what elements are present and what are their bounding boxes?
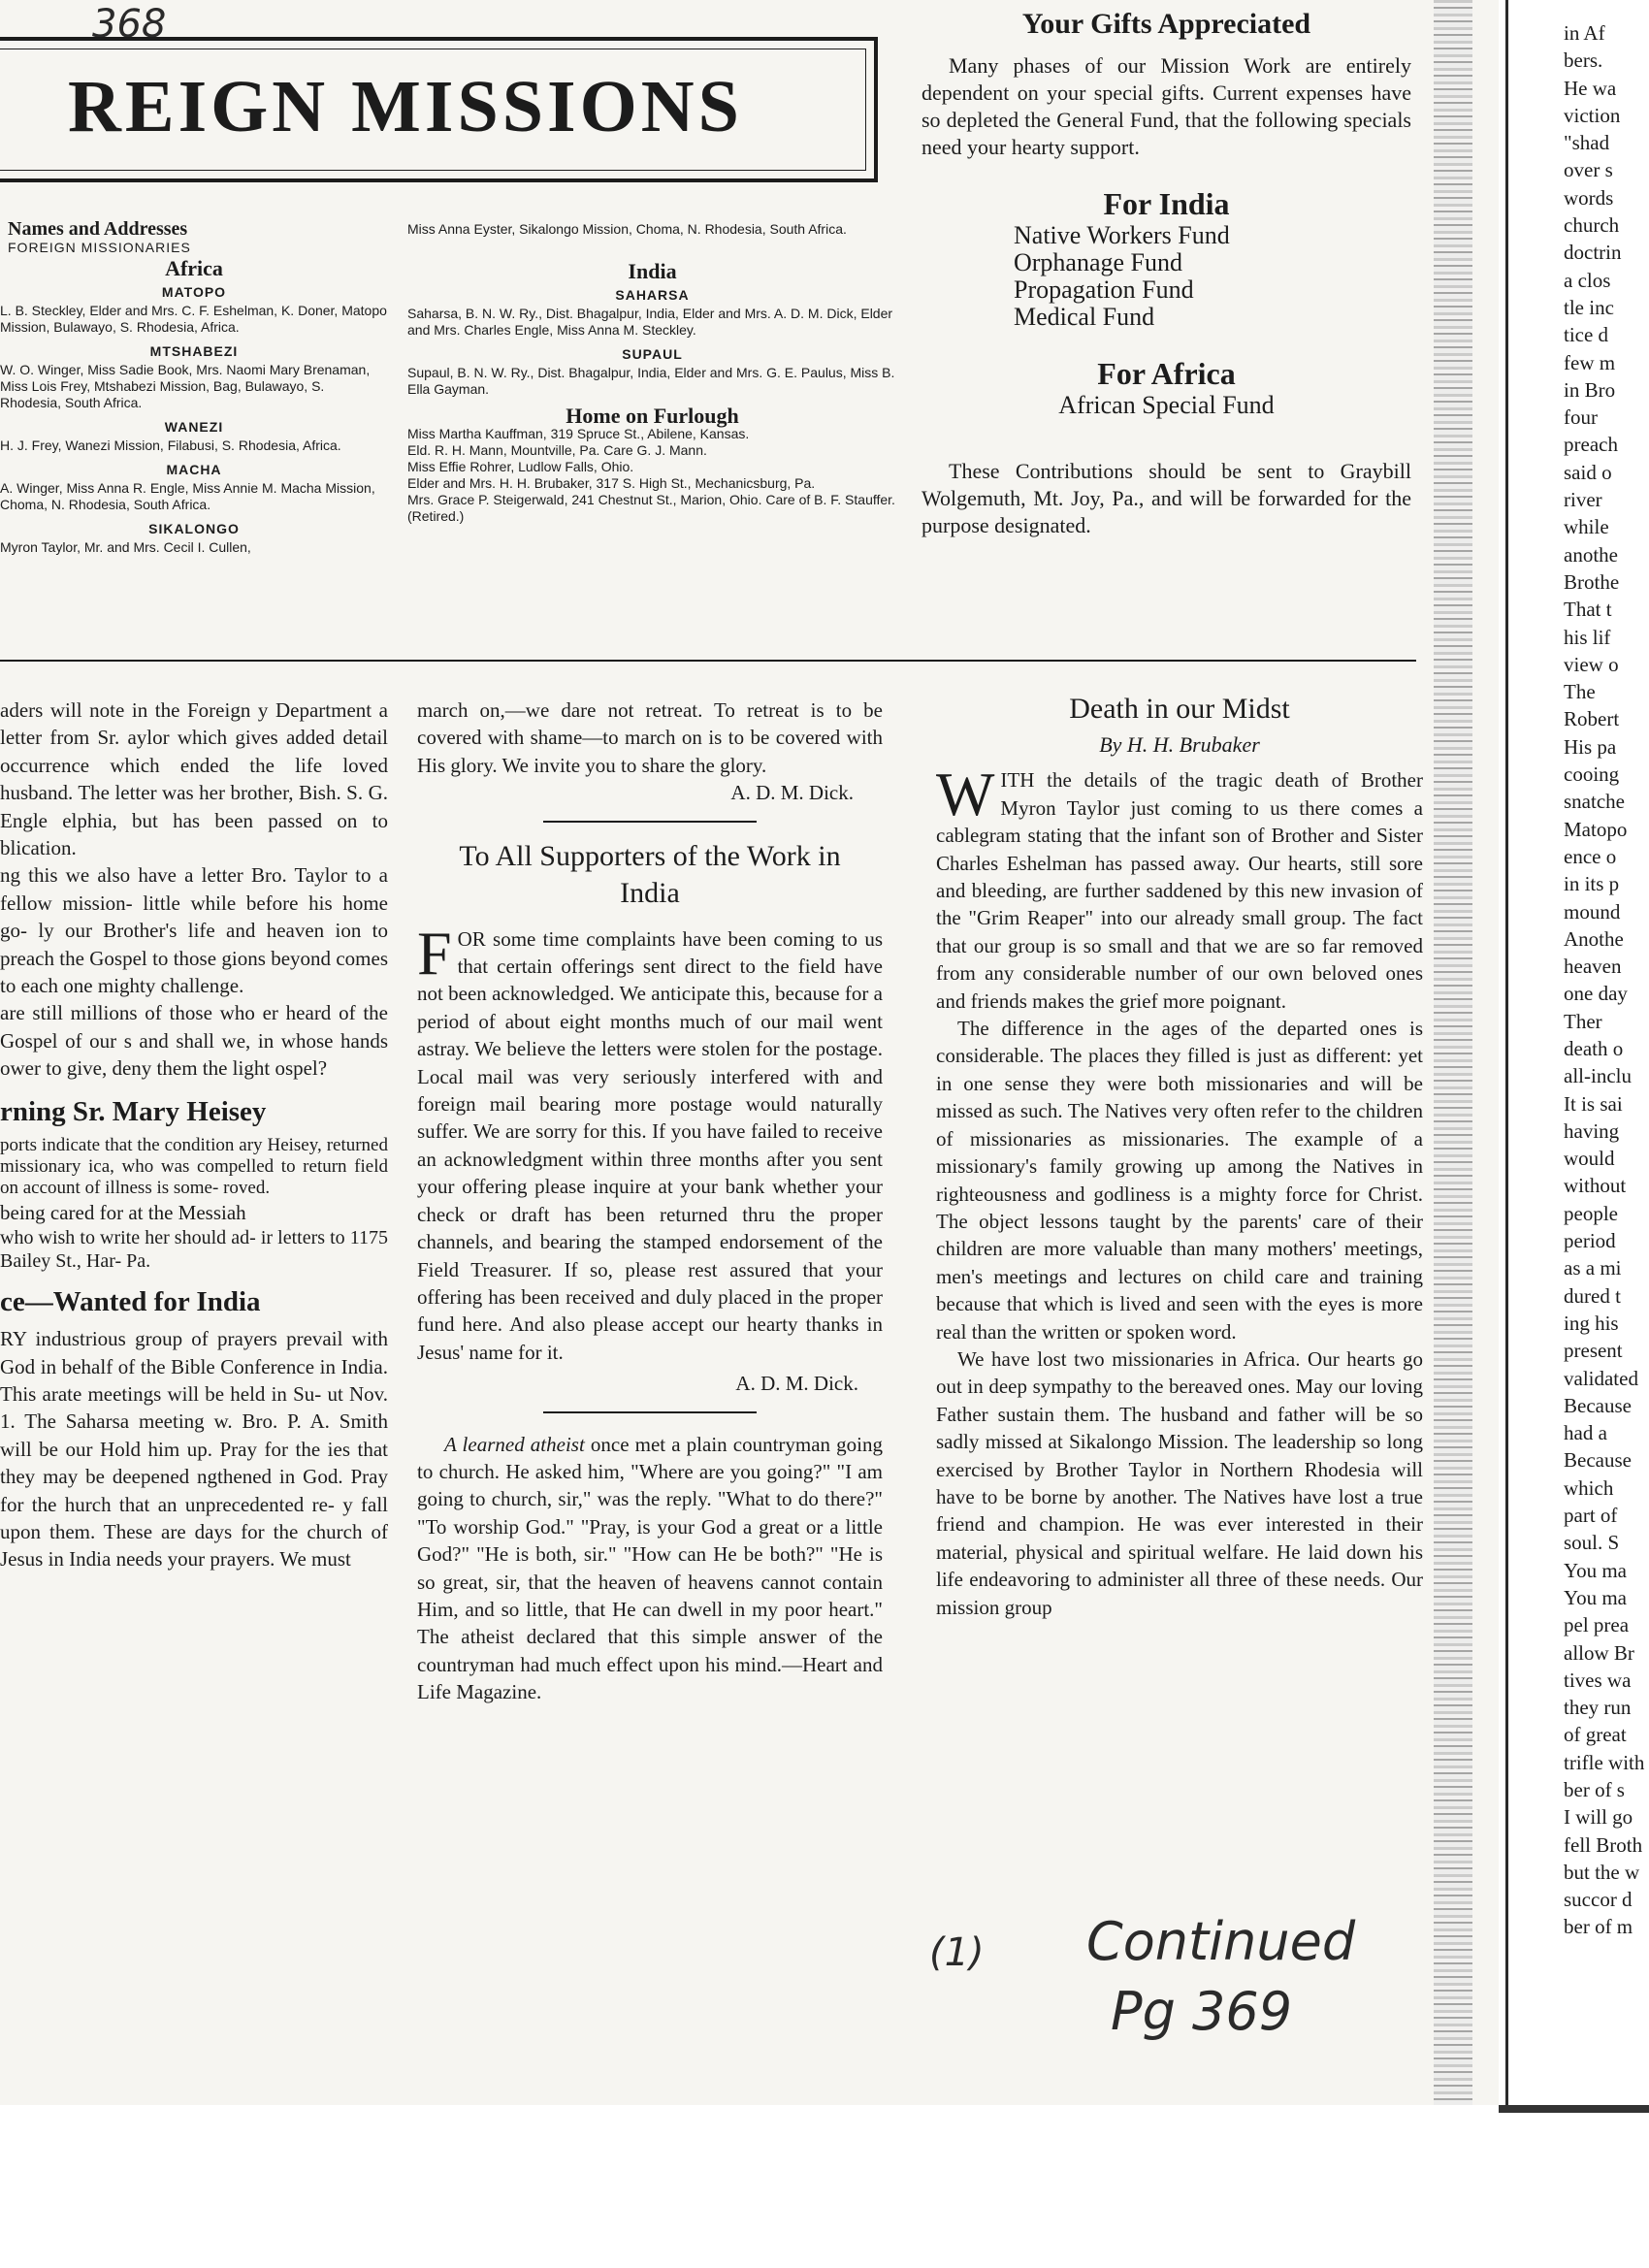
edge-line: snatche [1564,790,1625,814]
edge-line: Because [1564,1393,1632,1417]
edge-line: four [1564,405,1598,430]
gifts-closing: These Contributions should be sent to Graybill Wolgemuth, Mt. Joy, Pa., and will be forwarded for the purpose designated. [922,459,1411,537]
death-text-1: ITH the details of the tragic death of Brother Myron Taylor just coming to us there comes a cablegram stating that the infant son of Brother and Sister Charles Eshelman has passed away. Our hearts, still sore and bleeding, are further saddened by this new invasion of the "Grim Reaper" into our already small group. The fact that our group is so small and that we are so far removed from any considerable number of our own beloved ones and friends makes the grief more poignant. [936,768,1423,1013]
heisey-paragraph: who wish to write her should ad- ir letters to 1175 Bailey St., Har- Pa. [0,1227,388,1273]
fund-item: Propagation Fund [1014,275,1194,304]
edge-line: ber of m [1564,1915,1633,1939]
edge-line: few m [1564,350,1616,374]
station-matopo-text: L. B. Steckley, Elder and Mrs. C. F. Eshelman, K. Doner, Matopo Mission, Bulawayo, S. Rhodesia, Africa. [0,303,387,335]
africa-funds-list [922,392,1411,419]
edge-line: one day [1564,982,1628,1006]
fund-item: Native Workers Fund [1014,221,1230,249]
column-3 [936,691,1423,1621]
edge-line: in Af [1564,21,1605,45]
edge-line: soul. S [1564,1531,1620,1555]
atheist-paragraph [417,1431,883,1706]
edge-line: Matopo [1564,817,1628,841]
edge-line: tle inc [1564,295,1614,319]
heisey-paragraph: ports indicate that the condition ary Heisey, returned missionary ica, who was compelled to return field on account of illness is some- roved. [0,1134,388,1198]
edge-line: said o [1564,460,1612,484]
col1-paragraph: aders will note in the Foreign y Department a letter from Sr. aylor which gives added detail occurrence which ended the life loved husband. The letter was her brother, Bish. S. G. Engle elphia, but has been passed on to blication. [0,698,388,860]
station-saharsa: SAHARSA [615,287,690,303]
furlough-line: Miss Effie Rohrer, Ludlow Falls, Ohio. [407,459,634,474]
station-matopo: MATOPO [161,284,227,300]
furlough-line: Elder and Mrs. H. H. Brubaker, 317 S. High St., Mechanicsburg, Pa. [407,475,816,491]
edge-line: Because [1564,1448,1632,1473]
handwritten-circled-mark: (1) [929,1930,985,1975]
next-page-fragment [1564,19,1649,1941]
sikalongo-continued: Miss Anna Eyster, Sikalongo Mission, Choma, N. Rhodesia, South Africa. [407,221,847,237]
dropcap-f: F [417,918,452,988]
edge-line: but the w [1564,1860,1640,1884]
edge-line: all-inclu [1564,1064,1632,1088]
edge-line: The [1564,680,1596,704]
col1-paragraph: ng this we also have a letter Bro. Taylor to a fellow mission- little while before his home go- ly our Brother's life and heaven ion to preach the Gospel to those gions beyond comes to each one mighty challenge. [0,863,388,998]
station-macha-text: A. Winger, Miss Anna R. Engle, Miss Annie M. Macha Mission, Choma, N. Rhodesia, South Africa. [0,480,375,512]
supporters-heading: To All Supporters of the Work in India [459,839,841,909]
col2-signature: A. D. M. Dick. [730,781,854,805]
column-1 [0,697,388,1958]
edge-line: of great [1564,1723,1627,1747]
station-sikalongo-text: Myron Taylor, Mr. and Mrs. Cecil I. Cullen, [0,539,251,555]
edge-line: over s [1564,158,1613,182]
furlough-line: Miss Martha Kauffman, 319 Spruce St., Abilene, Kansas. [407,426,750,441]
edge-line: people [1564,1201,1618,1225]
edge-line: He wa [1564,76,1617,100]
fund-item: Orphanage Fund [1014,248,1183,276]
station-wanezi: WANEZI [164,419,224,435]
edge-line: His pa [1564,734,1617,759]
region-africa: Africa [165,256,223,280]
edge-line: allow Br [1564,1640,1634,1665]
death-paragraph-2: The difference in the ages of the departed ones is considerable. The places they filled is just as different: yet in one sense they were both missionaries and will be missed as such. The Natives very often refer to the children of missionaries as missionaries. The example of a missionary's family growing up among the Natives in righteousness and godliness is a mighty force for Christ. The object lessons taught by the parents' care of their children are more valuable than many mothers' meetings, men's meetings and lectures on child care and training because that which is lived and seen with the eyes is more real than the written or spoken word. [936,1017,1423,1344]
handwritten-continued-note: Continued [1086,1911,1356,1972]
edge-line: as a mi [1564,1256,1622,1280]
directory-heading: Names and Addresses [8,218,188,240]
edge-line: Ther [1564,1009,1602,1033]
bottom-edge-mark [1499,2105,1649,2113]
region-india: India [628,259,677,283]
supporters-signature: A. D. M. Dick. [735,1372,858,1396]
edge-line: in its p [1564,872,1620,896]
supporters-paragraph [417,918,883,1367]
handwritten-page-ref: Pg 369 [1111,1981,1293,2042]
edge-line: pel prea [1564,1613,1630,1637]
directory-subheading: FOREIGN MISSIONARIES [8,240,191,255]
section-banner [0,37,878,182]
edge-line: church [1564,213,1620,238]
station-mtshabezi: MTSHABEZI [149,343,239,359]
india-prayer-heading: ce—Wanted for India [0,1286,261,1318]
edge-line: a clos [1564,268,1611,292]
edge-line: having [1564,1118,1620,1143]
station-macha: MACHA [166,462,222,477]
edge-line: ber of s [1564,1778,1625,1801]
edge-line: Anothe [1564,926,1624,951]
page-gutter-line [1505,0,1508,2107]
edge-line: Robert [1564,707,1620,731]
edge-line: cooing [1564,762,1620,787]
edge-line: trifle with [1564,1750,1645,1774]
fund-item: African Special Fund [1058,391,1275,419]
edge-line: part of [1564,1504,1618,1528]
dropcap-w: W [936,760,995,829]
atheist-lead: A learned atheist [444,1432,585,1456]
edge-line: You ma [1564,1585,1627,1609]
edge-line: You ma [1564,1558,1627,1582]
edge-line: succor d [1564,1888,1633,1912]
atheist-text: once met a plain countryman going to church. He asked him, "Where are you going?" "I am going to church, sir," was the reply. "What to do there?" "To worship God." "Pray, is your God a great or a little God?" "He is both, sir." "How can He be both?" "He is so great, sir, that the heaven of heavens cannot contain Him, and so little, that He can dwell in my poor heart." The atheist declared that this simple answer of the countryman had much effect upon his mind.—Heart and Life Magazine. [417,1432,883,1704]
edge-line: in Bro [1564,377,1616,402]
edge-line: viction [1564,103,1621,127]
edge-line: they run [1564,1696,1632,1720]
edge-line: ing his [1564,1311,1619,1335]
edge-line: without [1564,1174,1627,1198]
gifts-appreciated [922,8,1411,561]
page-edge-shadow [1434,0,1472,2105]
directory-india [407,221,897,525]
edge-line: would [1564,1147,1615,1171]
banner-title: REIGN MISSIONS [68,66,743,147]
handwritten-page-number: 368 [92,2,167,47]
edge-line: which [1564,1475,1614,1500]
furlough-line: Eld. R. H. Mann, Mountville, Pa. Care G. J. Mann. [407,442,707,458]
india-funds-list [922,222,1411,331]
edge-line: tice d [1564,323,1609,347]
edge-line: period [1564,1229,1616,1253]
edge-line: tives wa [1564,1668,1632,1692]
edge-line: while [1564,515,1609,539]
col1-paragraph: are still millions of those who er heard of the Gospel of our s and shall we, in whose hands ower to give, deny them the light ospel? [0,1001,388,1081]
edge-line: doctrin [1564,241,1622,265]
supporters-text: OR some time complaints have been coming to us that certain offerings sent direct to the field have not been acknowledged. We anticipate this, because for a period of about eight months much of our mail went astray. We believe the letters were stolen for the postage. Local mail was very seriously interfered with and foreign mail bearing more postage would naturally suffer. We are sorry for this. If you have failed to receive an acknowledgment within three months after you sent your offering please inquire at your bank whether your check or draft has been returned thru the proper channels, and bearing the stamped endorsement of the Field Treasurer. If so, please rest assured that your offering has been received and duly placed in the proper fund here. And also please accept our hearty thanks in Jesus' name for it. [417,926,883,1364]
directory-africa [0,218,388,556]
edge-line: bers. [1564,49,1603,73]
edge-line: validated [1564,1366,1638,1390]
station-sikalongo: SIKALONGO [148,521,240,536]
edge-line: ence o [1564,844,1617,868]
col2-continuation: march on,—we dare not retreat. To retreat is to be covered with shame—to march on is to be covered with His glory. We invite you to share the glory. [417,698,883,777]
edge-line: view o [1564,652,1619,676]
death-paragraph-1 [936,760,1423,1015]
india-prayer-paragraph: RY industrious group of prayers prevail with God in behalf of the Bible Conference in India. This arate meetings will be held in Su- ut Nov. 1. The Saharsa meeting w. Bro. P. A. Smith will be our Hold him up. Pray for the ies that they may be deepened ngthened in God. Pray for the hurch that an unprecedented re- y fall upon them. These are days for the church of Jesus in India needs your prayers. We must [0,1327,388,1571]
africa-funds-heading: For Africa [1097,356,1236,391]
death-byline: By H. H. Brubaker [1099,732,1260,757]
death-heading: Death in our Midst [1069,693,1290,725]
edge-line: river [1564,488,1602,512]
edge-line: mound [1564,899,1621,923]
india-funds-heading: For India [1103,186,1230,221]
edge-line: anothe [1564,542,1618,567]
station-mtshabezi-text: W. O. Winger, Miss Sadie Book, Mrs. Naomi Mary Brenaman, Miss Lois Frey, Mtshabezi Mission, Bag, Bulawayo, S. Rhodesia, South Africa. [0,362,371,410]
edge-line: "shad [1564,131,1610,155]
station-saharsa-text: Saharsa, B. N. W. Ry., Dist. Bhagalpur, India, Elder and Mrs. A. D. M. Dick, Elder and Mrs. Charles Engle, Miss Anna M. Steckley. [407,306,893,338]
station-supaul: SUPAUL [622,346,683,362]
edge-line: death o [1564,1036,1624,1060]
death-paragraph-3: We have lost two missionaries in Africa. Our hearts go out in deep sympathy to the bereaved ones. May our loving Father sustain them. The husband and father will be so sadly missed at Sikalongo Mission. The leadership so long exercised by Brother Taylor in Northern Rhodesia will have to be borne by another. The Natives have lost a true friend and champion. He was ever interested in their material, physical and spiritual welfare. He laid down his life endeavoring to administer all three of these needs. Our mission group [936,1346,1423,1619]
gifts-intro: Many phases of our Mission Work are entirely dependent on your special gifts. Current expenses have so depleted the General Fund, that the following specials need your hearty support. [922,53,1411,159]
edge-line: heaven [1564,955,1622,979]
furlough-heading: Home on Furlough [566,404,739,428]
station-supaul-text: Supaul, B. N. W. Ry., Dist. Bhagalpur, India, Elder and Mrs. G. E. Paulus, Miss B. Ella Gayman. [407,365,895,397]
heisey-paragraph: being cared for at the Messiah [0,1200,246,1224]
section-divider [0,660,1416,662]
edge-line: fell Broth [1564,1832,1643,1857]
edge-line: dured t [1564,1283,1621,1308]
heisey-heading: rning Sr. Mary Heisey [0,1095,267,1127]
edge-line: preach [1564,433,1618,457]
fund-item: Medical Fund [1014,303,1155,331]
gifts-title: Your Gifts Appreciated [1021,8,1311,40]
edge-line: his lif [1564,625,1611,649]
edge-line: That t [1564,598,1612,622]
edge-line: It is sai [1564,1091,1623,1116]
edge-line: words [1564,185,1614,210]
short-rule [543,1398,758,1413]
station-wanezi-text: H. J. Frey, Wanezi Mission, Filabusi, S. Rhodesia, Africa. [0,437,341,453]
short-rule [543,807,758,823]
edge-line: Brothe [1564,569,1620,594]
edge-line: had a [1564,1421,1607,1445]
edge-line: present [1564,1339,1623,1363]
column-2 [417,697,883,1706]
furlough-line: Mrs. Grace P. Steigerwald, 241 Chestnut St., Marion, Ohio. Care of B. F. Stauffer. (Retired.) [407,492,895,524]
edge-line: I will go [1564,1805,1633,1830]
